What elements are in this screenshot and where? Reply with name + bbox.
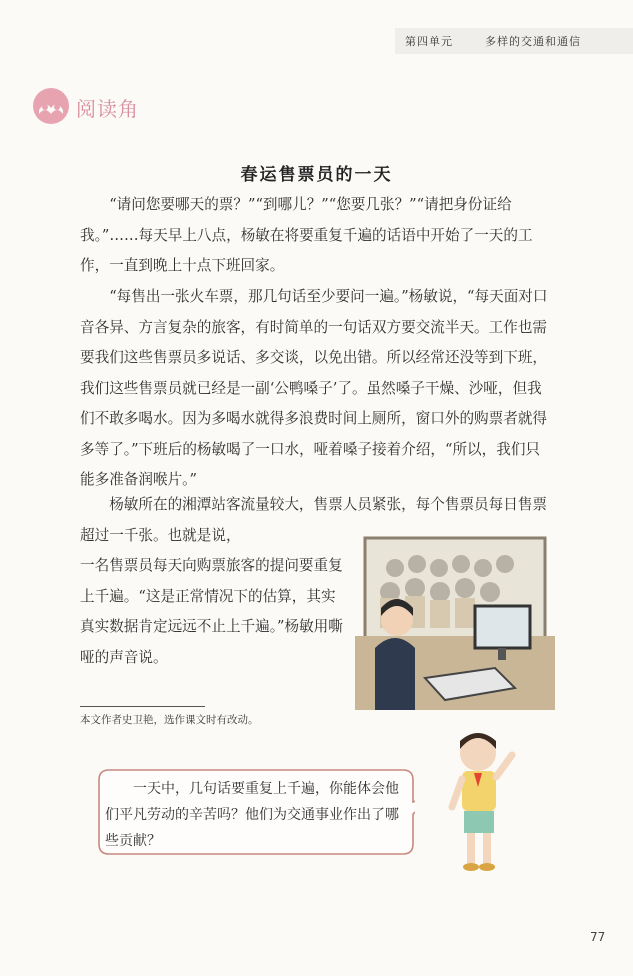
page-number: 77 xyxy=(590,930,606,944)
paragraph-2: “每售出一张火车票，那几句话至少要问一遍。”杨敏说，“每天面对口音各异、方言复杂的旅客，有时简单的一句话双方要交流半天。工作也需要我们这些售票员多说话、多交谈，以免出错。所以经常还没等到下班，我们这些售票员就已经是一副‘公鸭嗓子’了。虽然嗓子干燥、沙哑，但我们不敢多喝水。因为多喝水就得多浪费时间上厕所，窗口外的购票者就得多等了。”下班后的杨敏喝了一口水，哑着嗓子接着介绍，“所以，我们只能多准备润喉片。” xyxy=(80,288,548,488)
section-title: 阅读角 xyxy=(76,97,139,121)
speech-bubble-text: 一天中，几句话要重复上千遍，你能体会他们平凡劳动的辛苦吗？他们为交通事业作出了哪些贡献？ xyxy=(105,781,399,849)
open-book-icon xyxy=(31,86,71,126)
footnote-rule xyxy=(80,706,205,707)
paragraph-3: 杨敏所在的湘潭站客流量较大，售票人员紧张，每个售票员每日售票超过一千张。也就是说， xyxy=(80,496,548,544)
unit-label: 第四单元 xyxy=(405,35,453,48)
boy-student-illustration xyxy=(440,725,520,875)
theme-label: 多样的交通和通信 xyxy=(485,35,581,48)
paragraph-3-continued: 一名售票员每天向购票旅客的提问要重复上千遍。“这是正常情况下的估算，其实真实数据肯定远远不止上千遍。”杨敏用嘶哑的声音说。 xyxy=(80,557,343,666)
article-title: 春运售票员的一天 xyxy=(240,165,393,185)
footnote: 本文作者史卫艳，选作课文时有改动。 xyxy=(80,714,259,726)
ticket-seller-illustration xyxy=(355,528,555,710)
paragraph-1: “请问您要哪天的票？”“到哪儿？”“您要几张？”“请把身份证给我。”……每天早上八点，杨敏在将要重复千遍的话语中开始了一天的工作，一直到晚上十点下班回家。 xyxy=(80,196,533,274)
